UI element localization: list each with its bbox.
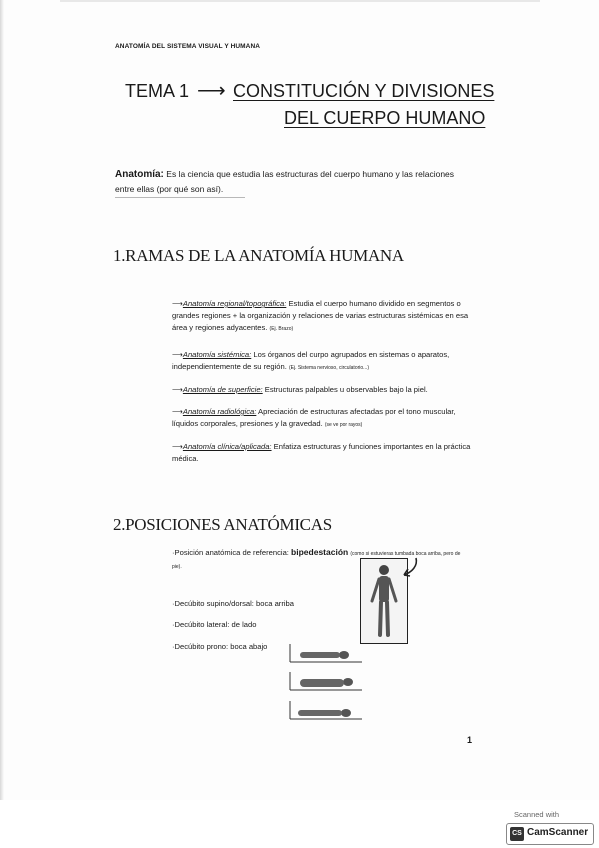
branch-label: Anatomía regional/topográfica: <box>182 299 287 308</box>
branch-text: Apreciación de estructuras afectadas por el tono muscular, líquidos corporales, presiones y la gravedad. <box>172 407 456 428</box>
course-header: ANATOMÍA DEL SISTEMA VISUAL Y HUMANA <box>115 43 261 50</box>
page-number: 1 <box>467 735 473 745</box>
arrow-right-icon: ⟶ <box>172 299 183 308</box>
arrow-right-icon: ⟶ <box>172 350 183 359</box>
camscanner-logo-box <box>506 823 594 845</box>
camscanner-watermark <box>500 808 598 848</box>
scanned-with-text: Scanned with <box>514 810 560 819</box>
position-prono: ·Decúbito prono: boca abajo <box>172 642 268 651</box>
tema-label: TEMA 1 <box>125 81 190 101</box>
arrow-right-icon: ⟶ <box>172 385 183 394</box>
branch-item-superficie <box>172 384 472 396</box>
branch-label: Anatomía sistémica: <box>182 350 252 359</box>
branch-label: Anatomía radiológica: <box>182 407 257 416</box>
branch-note: (Ej. Sistema nervioso, circulatorio...) <box>288 365 369 371</box>
branch-note: (Ej. Brazo) <box>269 326 294 332</box>
branch-item-clinica <box>172 441 472 465</box>
arrow-right-icon: ⟶ <box>197 80 226 102</box>
branch-item-radiologica <box>172 406 472 431</box>
branch-note: (se ve por rayos) <box>324 422 363 428</box>
branch-text: Los órganos del curpo agrupados en sistemas o aparatos, independientemente de su región. <box>172 350 450 371</box>
branch-item-sistemica <box>172 349 472 374</box>
section-heading-ramas: 1.RAMAS DE LA ANATOMÍA HUMANA <box>113 246 404 265</box>
position-note: (como si estuvieras tumbada boca arriba, pero de pie). <box>172 551 461 570</box>
branch-label: Anatomía de superficie: <box>182 385 263 394</box>
branch-text: Estructuras palpables u observables bajo la piel. <box>264 385 428 394</box>
position-supino: ·Decúbito supino/dorsal: boca arriba <box>172 599 294 608</box>
position-prefix: ·Posición anatómica de referencia: <box>172 548 289 557</box>
lying-lateral-figure-icon <box>286 670 366 692</box>
branch-item-regional <box>172 298 472 335</box>
scan-top-edge <box>60 0 540 2</box>
definition-term: Anatomía: <box>115 169 164 180</box>
section-heading-posiciones: 2.POSICIONES ANATÓMICAS <box>113 515 332 534</box>
camscanner-name: CamScanner <box>527 827 589 838</box>
title-line-1: CONSTITUCIÓN Y DIVISIONES <box>233 81 495 101</box>
anatomy-definition <box>115 167 465 196</box>
branch-text: Enfatiza estructuras y funciones importantes en la práctica médica. <box>172 442 471 463</box>
branch-label: Anatomía clínica/aplicada: <box>182 442 272 451</box>
curved-arrow-icon <box>398 556 420 580</box>
camscanner-logo-icon: CS <box>510 827 524 841</box>
scan-edge-shadow <box>0 0 4 800</box>
arrow-right-icon: ⟶ <box>172 407 183 416</box>
definition-text: Es la ciencia que estudia las estructuras del cuerpo humano y las relaciones entre ellas (por qué son así). <box>115 169 455 194</box>
definition-pencil-underline <box>115 197 245 198</box>
title-line-2: DEL CUERPO HUMANO <box>284 108 486 128</box>
lying-prone-figure-icon <box>286 699 366 721</box>
branch-text: Estudia el cuerpo humano dividido en segmentos o grandes regiones + la organización y relaciones de varias estructuras sistémicas en esa área y regiones adyacentes. <box>172 299 469 332</box>
arrow-right-icon: ⟶ <box>172 442 183 451</box>
position-bold: bipedestación <box>291 547 349 557</box>
position-lateral: ·Decúbito lateral: de lado <box>172 620 257 629</box>
lying-supine-figure-icon <box>286 642 366 664</box>
